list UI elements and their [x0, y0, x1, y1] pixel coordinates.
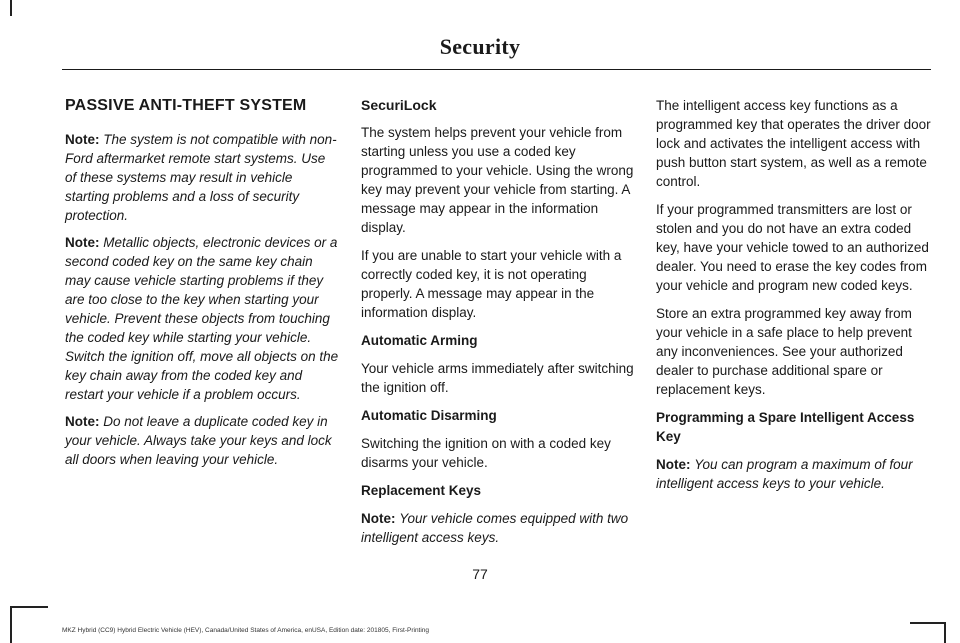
paragraph-spare-key-storage: Store an extra programmed key away from your vehicle in a safe place to help prevent any inconveniences. See your authorized dealer to purchase additional spare or replacement keys. — [656, 306, 912, 397]
note-label: Note: — [65, 235, 100, 250]
crop-mark-bottom-right-vertical — [944, 622, 946, 643]
note-label: Note: — [361, 511, 396, 526]
crop-mark-bottom-left-vertical — [10, 606, 12, 643]
paragraph-automatic-disarming: Switching the ignition on with a coded key disarms your vehicle. — [361, 436, 611, 470]
footer-edition-info: MKZ Hybrid (CC9) Hybrid Electric Vehicle (HEV), Canada/United States of America, enUSA, Edition date: 201805, First-Printing — [62, 627, 430, 634]
column-right — [656, 96, 932, 501]
paragraph-automatic-arming: Your vehicle arms immediately after switching the ignition off. — [361, 361, 634, 395]
heading-automatic-disarming: Automatic Disarming — [361, 408, 497, 423]
note-label: Note: — [65, 132, 100, 147]
note-label: Note: — [65, 414, 100, 429]
note-replacement-keys — [361, 509, 636, 547]
note-text: Your vehicle comes equipped with two intelligent access keys. — [361, 511, 629, 545]
heading-replacement-keys: Replacement Keys — [361, 483, 482, 498]
heading-automatic-arming: Automatic Arming — [361, 333, 478, 348]
page-number: 77 — [472, 566, 488, 582]
note-duplicate-key — [65, 412, 340, 469]
note-text: Metallic objects, electronic devices or a second coded key on the same key chain may cause vehicle starting problems if they are too close to the key when starting your vehicle. Prevent these objects from touching the coded key while starting your vehicle. Switch the ignition off, move all objects on the key chain away from the coded key and restart your vehicle if a problem occurs. — [65, 235, 339, 402]
header-divider — [62, 69, 931, 70]
note-label: Note: — [656, 457, 691, 472]
column-left — [65, 96, 340, 477]
note-text: Do not leave a duplicate coded key in your vehicle. Always take your keys and lock all doors when leaving your vehicle. — [65, 414, 332, 467]
paragraph-intelligent-access-key: The intelligent access key functions as a programmed key that operates the driver door lock and activates the intelligent access with push button start system, as well as a remote control. — [656, 98, 931, 189]
crop-mark-bottom-left-horizontal — [10, 606, 48, 608]
chapter-title: Security — [439, 34, 521, 59]
heading-securilock: SecuriLock — [361, 97, 437, 113]
paragraph-securilock-description: The system helps prevent your vehicle from starting unless you use a coded key programmed to your vehicle. Using the wrong key may prevent your vehicle from starting. A message may appear in the information display. — [361, 125, 634, 235]
heading-programming-spare-key: Programming a Spare Intelligent Access Key — [656, 410, 915, 444]
section-heading-passive-anti-theft: PASSIVE ANTI-THEFT SYSTEM — [65, 97, 307, 114]
crop-mark-top-left — [10, 0, 12, 16]
paragraph-lost-transmitters: If your programmed transmitters are lost or stolen and you do not have an extra coded key, have your vehicle towed to an authorized dealer. You need to erase the key codes from your vehicle and program new coded keys. — [656, 202, 929, 293]
crop-mark-bottom-right-horizontal — [910, 622, 946, 624]
note-programming-limit — [656, 455, 932, 493]
paragraph-securilock-fault: If you are unable to start your vehicle with a correctly coded key, it is not operating properly. A message may appear in the information display. — [361, 248, 622, 320]
column-middle — [361, 96, 636, 555]
note-text: The system is not compatible with non-Ford aftermarket remote start systems. Use of these systems may result in vehicle starting problems and a loss of security protection. — [65, 132, 337, 223]
note-compatibility — [65, 130, 340, 225]
note-metallic-objects — [65, 233, 340, 404]
note-text: You can program a maximum of four intelligent access keys to your vehicle. — [656, 457, 913, 491]
